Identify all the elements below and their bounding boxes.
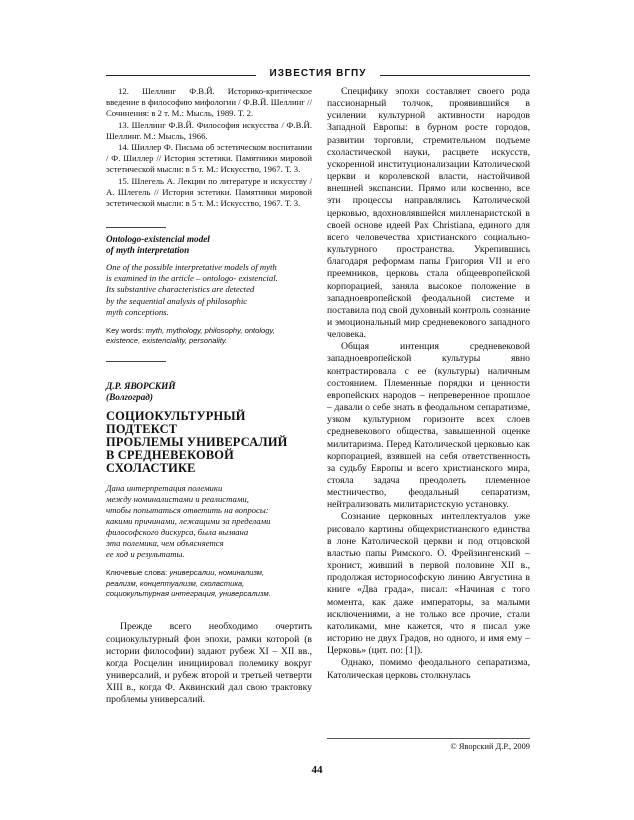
reference-item: 15. Шлегель А. Лекции по литературе и искусству / А. Шлегель // История эстетики. Памятники мировой эстетической мысли: в 5 т. М.: Искусство, 1967. Т. 3. — [106, 175, 312, 209]
body-paragraph: Прежде всего необходимо очертить социокультурный фон эпохи, рамки которой (в истории философии) задают рубеж XI – XII вв., когда Росцелин инициировал полемику вокруг универсалий, и рубеж второй и третьей четверти XIII в., когда Ф. Аквинский дал свою трактовку проблемы универсалий. — [106, 621, 312, 706]
left-column — [106, 86, 312, 707]
running-header — [106, 68, 530, 82]
footnote-rule — [327, 738, 530, 739]
body-paragraph: Общая интенция средневековой западноевропейской культуры явно контрастировала с ее (культуры) наличным состоянием. Племенные порядки и ценности европейских народов – непреверенное прошлое – давали о себе знать в феодальном сепаратизме, узком культурном горизонте всех слоев средневекового общества, завышенной оценке милитаризма. Перед Католической церковью как корпорацией, взявшей на себя ответственность за судьбу Европы и всего христианского мира, стояла задача преодолеть племенное местничество, феодальный сепаратизм, нейтрализовать милитаристскую установку. — [327, 341, 530, 511]
english-abstract-title: Ontologo-existencial model of myth interpretation — [106, 234, 210, 256]
reference-item: 14. Шиллер Ф. Письма об эстетическом воспитании / Ф. Шиллер // История эстетики. Памятники мировой эстетической мысли: в 5 т. М.: Искусство, 1967. Т. 3. — [106, 142, 312, 175]
reference-list — [106, 86, 312, 209]
body-paragraph: Специфику эпохи составляет своего рода пассионарный толчок, проявившийся в усилении культурной активности народов Западной Европы: в бурном росте городов, развитии торговли, стремительном подъеме схоластической науки, расцвете искусств, ускоренной институционализации Католической церкви и королевской власти, настойчивой внешней экспансии. Прямо или косвенно, все эти процессы направлялись Католической церковью, вдохновлявшейся милленаристской в своей основе идеей Pax Christiana, единого для всего человечества христианского социально-культурного пространства. Укрепившись благодаря реформам папы Григория VII и его преемников, церковь стала общеевропейской корпорацией, заняла высокое положение в западноевропейской феодальной системе и поставила под свой духовный контроль сознание и эмоциональный мир средневекового западного человека. — [327, 86, 530, 341]
russian-keywords: Ключевые слова: универсалии, номинализм, реализм, концептуализм, схоластика, социокультурная интеграция, универсализм. — [106, 568, 271, 598]
author-city: (Волгоград) — [106, 393, 154, 404]
english-abstract-text: One of the possible interpretative models of myth is examined in the article – ontologo- existencial. Its substantive characteristics are detected by the sequential analysis of philosophic myth conceptions. — [106, 262, 278, 317]
author-name: Д.Р. ЯВОРСКИЙ — [106, 381, 176, 392]
reference-item: 13. Шеллинг Ф.В.Й. Философия искусства / Ф.В.Й. Шеллинг. М.: Мысль, 1966. — [106, 119, 312, 141]
right-column — [327, 86, 530, 682]
keywords-label: Ключевые слова: — [106, 568, 168, 578]
article-title: СОЦИОКУЛЬТУРНЫЙ ПОДТЕКСТ ПРОБЛЕМЫ УНИВЕРСАЛИЙ В СРЕДНЕВЕКОВОЙ СХОЛАСТИКЕ — [106, 408, 288, 476]
reference-item: 12. Шеллинг Ф.В.Й. Историко-критическое введение в философию мифологии / Ф.В.Й. Шеллинг // Сочинения: в 2 т. М.: Мысль, 1989. Т. 2. — [106, 86, 312, 119]
keywords-label: Key words: — [106, 325, 144, 335]
english-abstract — [106, 234, 312, 346]
page-number: 44 — [311, 764, 323, 776]
body-paragraph: Сознание церковных интеллектуалов уже рисовало картины общехристианского единства в лоне Католической церкви и под отцовской властью папы Римского. О. Фрейзингенский – хронист, живший в первой половине XII в., продолжая историософскую линию Августина в книге «Два града», писал: «Начиная с того момента, как даже императоры, за малыми исключениями, а не только все прочие, стали католиками, мне кажется, что я писал уже историю не двух Градов, но одного, и имя ему – Церковь» (цит. по: [1]). — [327, 511, 530, 657]
author-block — [106, 382, 312, 405]
body-paragraph: Однако, помимо феодального сепаратизма, Католическая церковь столкнулась — [327, 657, 530, 681]
english-keywords: Key words: myth, mythology, philosophy, ontology, existence, existenciality, personality. — [106, 325, 275, 346]
russian-abstract: Дана интерпретация полемики между номиналистами и реалистами, чтобы попытаться ответить на вопросы: какими причинами, лежащими за пределами философского дискурса, была вызвана эта полемика, чем объясняется ее ход и результаты. — [106, 482, 271, 560]
journal-title: ИЗВЕСТИЯ ВГПУ — [264, 68, 373, 79]
copyright-note: © Яворский Д.Р., 2009 — [450, 742, 530, 751]
